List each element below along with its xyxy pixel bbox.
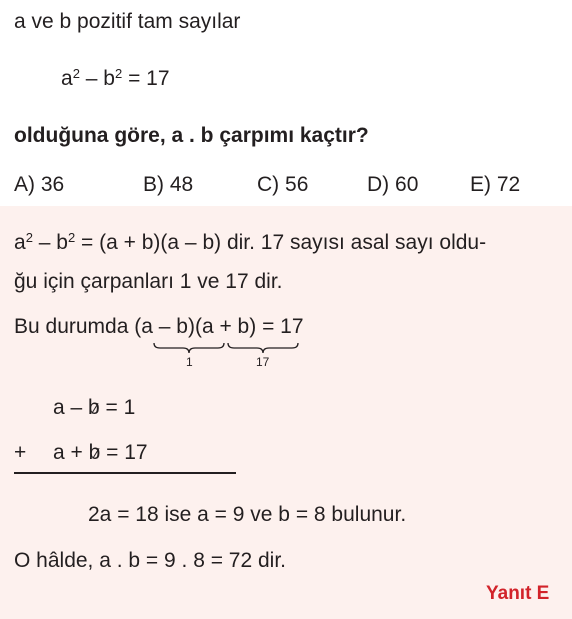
question-section	[0, 0, 572, 206]
solution-line-3: Bu durumda (a – b)(a + b) = 17	[14, 315, 304, 338]
solution-line-1: $a^2 - b^2 = (a + b)(a - b)$ dir. 17 sayısı asal sayı oldu-	[14, 229, 487, 254]
solution-line-2: ğu için çarpanları 1 ve 17 dir.	[14, 270, 283, 293]
solution-section	[0, 206, 572, 619]
option-b: B) 48	[143, 173, 194, 196]
option-e: E) 72	[470, 173, 521, 196]
solution-conclusion: O hâlde, a . b = 9 . 8 = 72 dir.	[14, 549, 287, 572]
option-c: C) 56	[257, 173, 309, 196]
system-row-2: a + b = 17	[53, 441, 148, 464]
underbrace-label-1: 1	[186, 355, 193, 369]
system-plus-sign: +	[14, 441, 27, 464]
given-equation: $a^2 - b^2 = 17$	[61, 65, 170, 90]
underbrace-1	[154, 343, 224, 353]
question-prompt: olduğuna göre, a . b çarpımı kaçtır?	[14, 124, 369, 147]
solution-result: 2a = 18 ise a = 9 ve b = 8 bulunur.	[88, 503, 407, 526]
system-row-1: a – b = 1	[53, 396, 136, 419]
factor-a-minus-b: (a – b)	[134, 315, 195, 338]
cancelled-b: b	[88, 396, 100, 419]
cancelled-b: b	[88, 441, 101, 464]
question-intro: a ve b pozitif tam sayılar	[14, 10, 241, 33]
underbrace-2	[228, 343, 298, 353]
underbrace-label-2: 17	[256, 355, 270, 369]
sum-rule	[14, 472, 236, 474]
answer-label: Yanıt E	[486, 583, 550, 604]
option-d: D) 60	[367, 173, 419, 196]
option-a: A) 36	[14, 173, 65, 196]
underbrace-pair	[152, 341, 302, 355]
factor-a-plus-b: (a + b)	[194, 315, 257, 338]
